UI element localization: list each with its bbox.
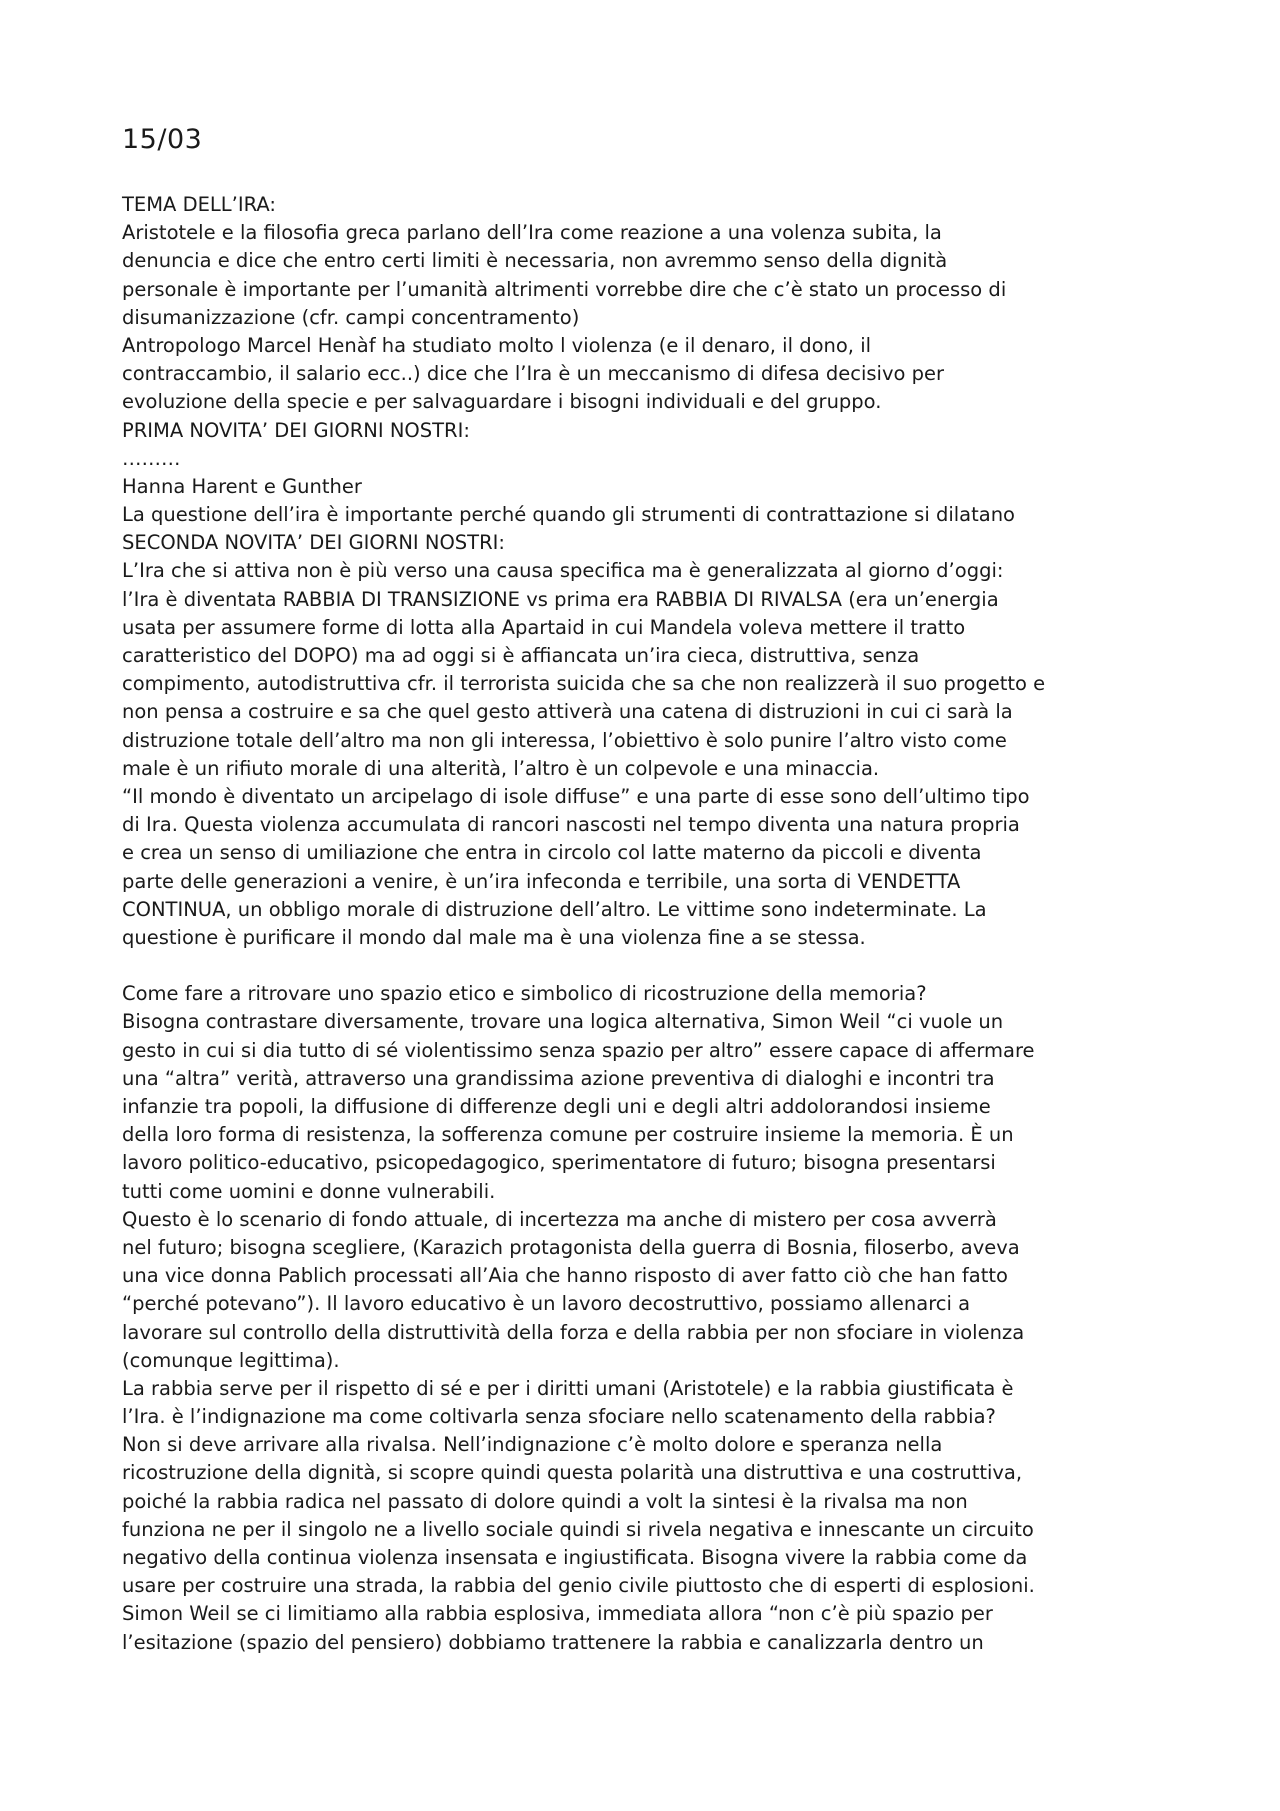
text-line: PRIMA NOVITA’ DEI GIORNI NOSTRI: <box>122 418 470 442</box>
note-date: 15/03 <box>122 124 203 155</box>
text-line: Simon Weil se ci limitiamo alla rabbia esplosiva, immediata allora “non c’è più spazio per <box>122 1602 993 1626</box>
text-line: Non si deve arrivare alla rivalsa. Nell’indignazione c’è molto dolore e speranza nella <box>122 1433 943 1457</box>
text-line: Come fare a ritrovare uno spazio etico e simbolico di ricostruzione della memoria? <box>122 982 927 1006</box>
text-line: usata per assumere forme di lotta alla Apartaid in cui Mandela voleva mettere il tratto <box>122 615 966 639</box>
text-line: una vice donna Pablich processati all’Aia che hanno risposto di aver fatto ciò che han fatto <box>122 1264 1008 1288</box>
text-line: tutti come uomini e donne vulnerabili. <box>122 1179 496 1203</box>
text-line: non pensa a costruire e sa che quel gesto attiverà una catena di distruzioni in cui ci sarà la <box>122 700 1013 724</box>
text-line: nel futuro; bisogna scegliere, (Karazich protagonista della guerra di Bosnia, filoserbo, aveva <box>122 1235 1020 1259</box>
text-line: La rabbia serve per il rispetto di sé e per i diritti umani (Aristotele) e la rabbia giustificata è <box>122 1376 1014 1400</box>
text-line: di Ira. Questa violenza accumulata di rancori nascosti nel tempo diventa una natura propria <box>122 813 1020 837</box>
text-line: ……… <box>122 446 181 470</box>
text-line: Hanna Harent e Gunther <box>122 474 362 498</box>
text-line: compimento, autodistruttiva cfr. il terrorista suicida che sa che non realizzerà il suo progetto e <box>122 672 1046 696</box>
text-line: l’Ira. è l’indignazione ma come coltivarla senza sfociare nello scatenamento della rabbia? <box>122 1405 996 1429</box>
text-line: della loro forma di resistenza, la sofferenza comune per costruire insieme la memoria. È un <box>122 1123 1014 1147</box>
text-line: TEMA DELL’IRA: <box>122 193 276 216</box>
text-line: questione è purificare il mondo dal male ma è una violenza fine a se stessa. <box>122 925 866 949</box>
text-line: Bisogna contrastare diversamente, trovare una logica alternativa, Simon Weil “ci vuole un <box>122 1010 1004 1034</box>
text-line: disumanizzazione (cfr. campi concentramento) <box>122 305 580 329</box>
text-line: Questo è lo scenario di fondo attuale, di incertezza ma anche di mistero per cosa avverrà <box>122 1207 997 1231</box>
text-line: negativo della continua violenza insensata e ingiustificata. Bisogna vivere la rabbia come da <box>122 1546 1028 1569</box>
text-line: l’Ira è diventata RABBIA DI TRANSIZIONE vs prima era RABBIA DI RIVALSA (era un’energia <box>122 587 999 611</box>
text-line: L’Ira che si attiva non è più verso una causa specifica ma è generalizzata al giorno d’oggi: <box>122 559 1004 583</box>
text-line: personale è importante per l’umanità altrimenti vorrebbe dire che c’è stato un processo di <box>122 277 1007 301</box>
text-line: La questione dell’ira è importante perché quando gli strumenti di contrattazione si dilatano <box>122 503 1015 527</box>
text-line: Antropologo Marcel Henàf ha studiato molto l violenza (e il denaro, il dono, il <box>122 333 872 357</box>
text-line: una “altra” verità, attraverso una grandissima azione preventiva di dialoghi e incontri tra <box>122 1066 995 1090</box>
document-page <box>122 122 1172 1657</box>
text-line: “perché potevano”). Il lavoro educativo è un lavoro decostruttivo, possiamo allenarci a <box>122 1292 971 1316</box>
text-line: (comunque legittima). <box>122 1348 340 1372</box>
text-line: evoluzione della specie e per salvaguardare i bisogni individuali e del gruppo. <box>122 390 882 414</box>
text-line: CONTINUA, un obbligo morale di distruzione dell’altro. Le vittime sono indeterminate. La <box>122 897 987 921</box>
text-line: funziona ne per il singolo ne a livello sociale quindi si rivela negativa e innescante un circuito <box>122 1517 1034 1541</box>
text-line: contraccambio, il salario ecc..) dice che l’Ira è un meccanismo di difesa decisivo per <box>122 362 945 386</box>
text-line: caratteristico del DOPO) ma ad oggi si è affiancata un’ira cieca, distruttiva, senza <box>122 644 920 667</box>
text-line: denuncia e dice che entro certi limiti è necessaria, non avremmo senso della dignità <box>122 249 948 273</box>
text-line: gesto in cui si dia tutto di sé violentissimo senza spazio per altro” essere capace di affermare <box>122 1038 1035 1062</box>
text-line: usare per costruire una strada, la rabbia del genio civile piuttosto che di esperti di esplosioni. <box>122 1574 1035 1598</box>
text-line: Aristotele e la filosofia greca parlano dell’Ira come reazione a una volenza subita, la <box>122 221 942 245</box>
text-line: “Il mondo è diventato un arcipelago di isole diffuse” e una parte di esse sono dell’ultimo tipo <box>122 784 1030 808</box>
text-line: male è un rifiuto morale di una alterità, l’altro è un colpevole e una minaccia. <box>122 756 880 780</box>
text-line: parte delle generazioni a venire, è un’ira infeconda e terribile, una sorta di VENDETTA <box>122 869 961 893</box>
text-line: l’esitazione (spazio del pensiero) dobbiamo trattenere la rabbia e canalizzarla dentro un <box>122 1630 984 1654</box>
text-line: lavorare sul controllo della distruttività della forza e della rabbia per non sfociare in violenza <box>122 1320 1025 1344</box>
note-body <box>122 191 1172 1657</box>
text-line: e crea un senso di umiliazione che entra in circolo col latte materno da piccoli e diventa <box>122 841 982 865</box>
text-line: poiché la rabbia radica nel passato di dolore quindi a volt la sintesi è la rivalsa ma non <box>122 1489 968 1513</box>
paragraph-gap <box>122 952 1172 980</box>
text-line: lavoro politico-educativo, psicopedagogico, sperimentatore di futuro; bisogna presentarsi <box>122 1151 996 1175</box>
text-line: infanzie tra popoli, la diffusione di differenze degli uni e degli altri addolorandosi insieme <box>122 1095 991 1118</box>
text-line: distruzione totale dell’altro ma non gli interessa, l’obiettivo è solo punire l’altro visto come <box>122 728 1007 752</box>
text-line: ricostruzione della dignità, si scopre quindi questa polarità una distruttiva e una costruttiva, <box>122 1461 1023 1485</box>
text-line: SECONDA NOVITA’ DEI GIORNI NOSTRI: <box>122 531 505 555</box>
